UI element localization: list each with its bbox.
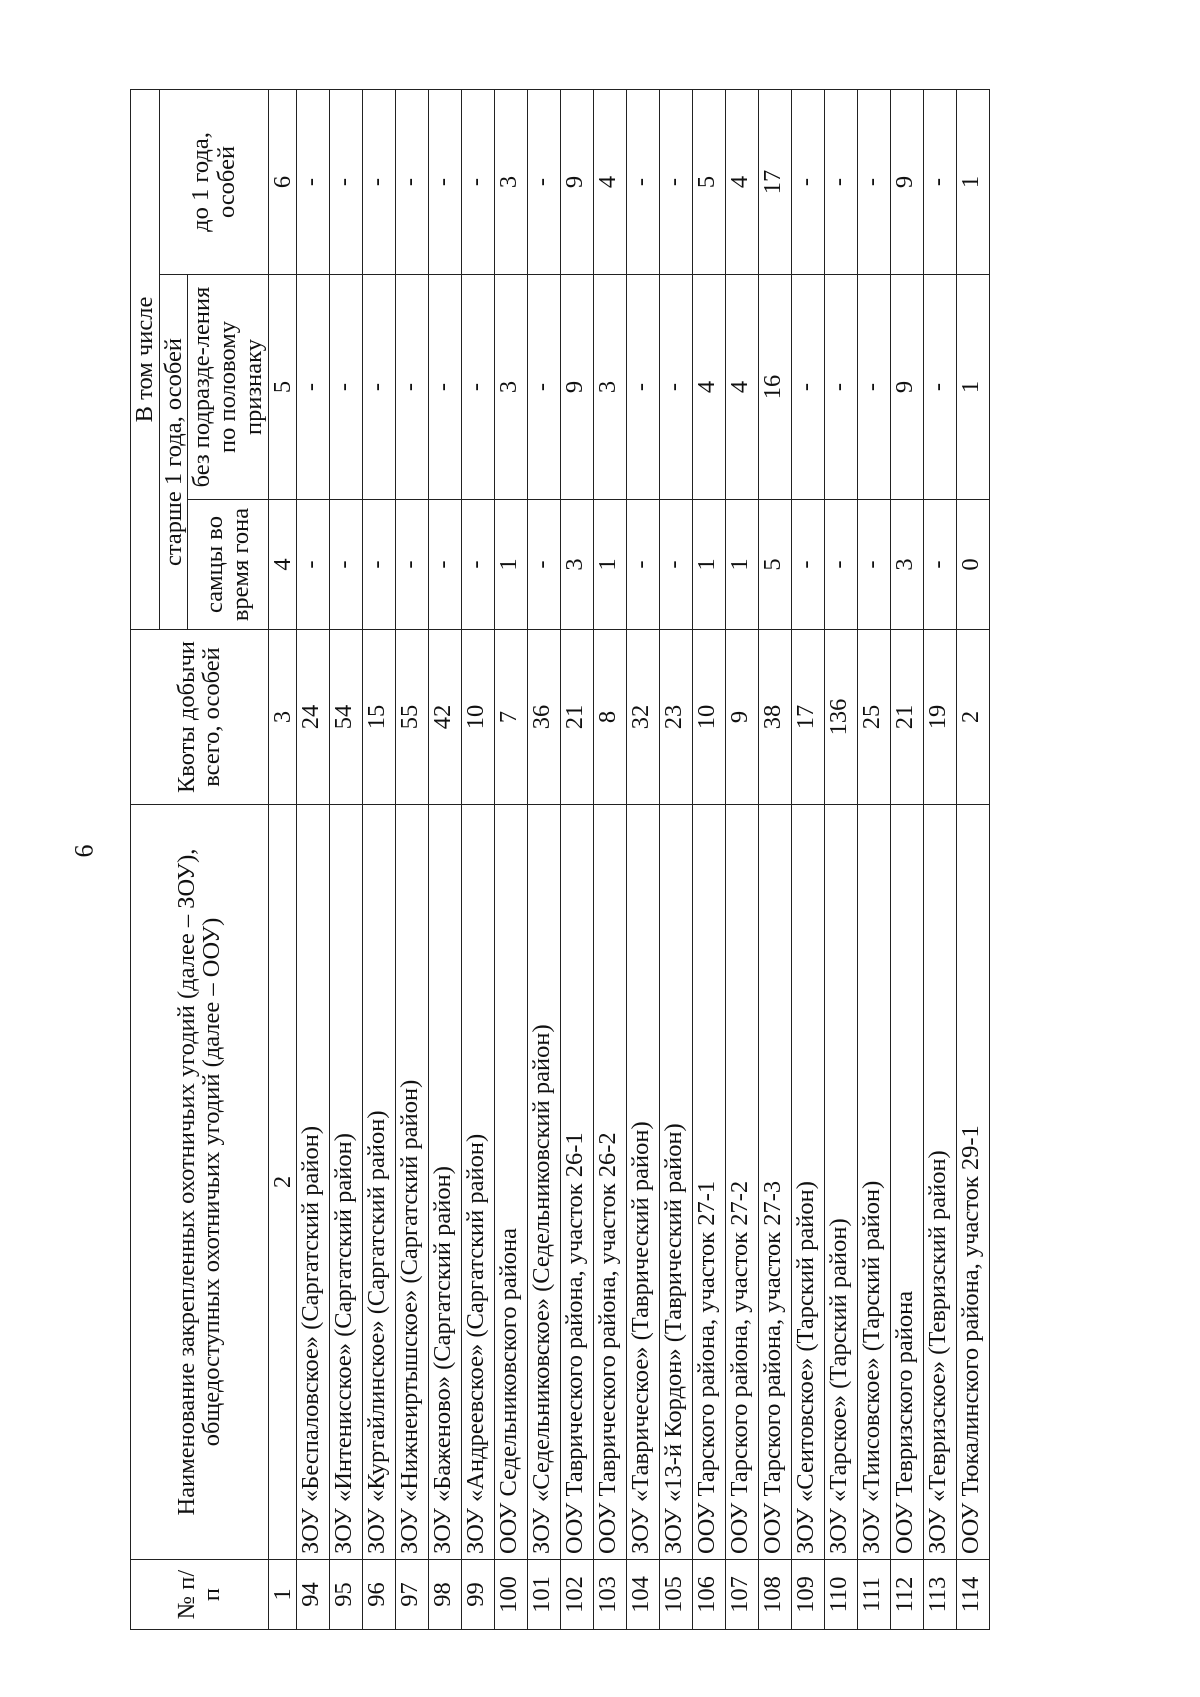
row-nosex: - — [825, 275, 858, 500]
row-young: 4 — [594, 89, 627, 274]
row-young: - — [462, 89, 495, 274]
table-row — [759, 89, 792, 1629]
row-males: - — [330, 500, 363, 630]
row-name: ЗОУ «Сеитовское» (Тарский район) — [792, 805, 825, 1560]
row-nosex: 3 — [495, 275, 528, 500]
col-num: 5 — [268, 275, 297, 500]
row-young: - — [363, 89, 396, 274]
col-num: 3 — [268, 630, 297, 805]
row-nosex: - — [627, 275, 660, 500]
row-name: ООУ Седельниковского района — [495, 805, 528, 1560]
row-no: 99 — [462, 1560, 495, 1630]
row-males: 1 — [726, 500, 759, 630]
row-males: - — [924, 500, 957, 630]
row-nosex: 16 — [759, 275, 792, 500]
header-incl: В том числе — [131, 89, 160, 629]
row-males: - — [363, 500, 396, 630]
row-males: - — [297, 500, 330, 630]
row-no: 106 — [693, 1560, 726, 1630]
row-no: 98 — [429, 1560, 462, 1630]
row-nosex: - — [924, 275, 957, 500]
row-no: 103 — [594, 1560, 627, 1630]
row-males: - — [660, 500, 693, 630]
row-name: ООУ Тевризского района — [891, 805, 924, 1560]
row-no: 97 — [396, 1560, 429, 1630]
row-young: 1 — [957, 89, 990, 274]
row-no: 114 — [957, 1560, 990, 1630]
row-name: ЗОУ «Андреевское» (Саргатский район) — [462, 805, 495, 1560]
row-nosex: 1 — [957, 275, 990, 500]
row-quota: 8 — [594, 630, 627, 805]
row-nosex: - — [528, 275, 561, 500]
row-males: 0 — [957, 500, 990, 630]
col-num: 2 — [268, 805, 297, 1560]
header-males: самцы во время гона — [188, 500, 268, 630]
row-no: 100 — [495, 1560, 528, 1630]
row-no: 96 — [363, 1560, 396, 1630]
row-quota: 23 — [660, 630, 693, 805]
table-row — [429, 89, 462, 1629]
row-young: - — [924, 89, 957, 274]
row-no: 95 — [330, 1560, 363, 1630]
row-name: ООУ Тюкалинского района, участок 29-1 — [957, 805, 990, 1560]
col-num: 6 — [268, 89, 297, 274]
row-nosex: 4 — [726, 275, 759, 500]
row-no: 105 — [660, 1560, 693, 1630]
row-name: ЗОУ «Тиисовское» (Тарский район) — [858, 805, 891, 1560]
quota-table — [130, 89, 990, 1630]
row-males: - — [627, 500, 660, 630]
header-name: Наименование закрепленных охотничьих угодий (далее – ЗОУ), общедоступных охотничьих угодий (далее – ООУ) — [131, 805, 269, 1560]
row-quota: 24 — [297, 630, 330, 805]
row-no: 109 — [792, 1560, 825, 1630]
row-quota: 136 — [825, 630, 858, 805]
row-quota: 7 — [495, 630, 528, 805]
row-name: ЗОУ «Беспаловское» (Саргатский район) — [297, 805, 330, 1560]
row-name: ЗОУ «Нижнеиртышское» (Саргатский район) — [396, 805, 429, 1560]
row-males: - — [792, 500, 825, 630]
row-quota: 32 — [627, 630, 660, 805]
col-num: 1 — [268, 1560, 297, 1630]
table-row — [957, 89, 990, 1629]
table-row — [891, 89, 924, 1629]
table-row — [924, 89, 957, 1629]
row-young: - — [660, 89, 693, 274]
row-young: - — [627, 89, 660, 274]
rotated-table-wrapper — [130, 90, 1045, 1630]
row-nosex: - — [429, 275, 462, 500]
column-number-row — [268, 89, 297, 1629]
table-row — [726, 89, 759, 1629]
row-no: 94 — [297, 1560, 330, 1630]
row-no: 107 — [726, 1560, 759, 1630]
row-name: ЗОУ «Куртайлинское» (Саргатский район) — [363, 805, 396, 1560]
header-quota: Квоты добычи всего, особей — [131, 630, 269, 805]
row-males: - — [462, 500, 495, 630]
row-no: 101 — [528, 1560, 561, 1630]
row-males: 5 — [759, 500, 792, 630]
row-nosex: - — [396, 275, 429, 500]
row-young: 9 — [891, 89, 924, 274]
row-males: 1 — [693, 500, 726, 630]
row-quota: 21 — [561, 630, 594, 805]
row-no: 113 — [924, 1560, 957, 1630]
row-no: 112 — [891, 1560, 924, 1630]
table-row — [396, 89, 429, 1629]
col-num: 4 — [268, 500, 297, 630]
row-name: ООУ Таврического района, участок 26-2 — [594, 805, 627, 1560]
row-no: 110 — [825, 1560, 858, 1630]
row-nosex: - — [660, 275, 693, 500]
row-quota: 10 — [693, 630, 726, 805]
table-row — [825, 89, 858, 1629]
row-quota: 2 — [957, 630, 990, 805]
header-no: № п/п — [131, 1560, 269, 1630]
row-no: 108 — [759, 1560, 792, 1630]
row-quota: 25 — [858, 630, 891, 805]
table-row — [462, 89, 495, 1629]
row-quota: 36 — [528, 630, 561, 805]
row-nosex: - — [462, 275, 495, 500]
row-nosex: - — [330, 275, 363, 500]
table-body — [297, 89, 990, 1629]
row-young: - — [825, 89, 858, 274]
row-name: ЗОУ «Тевризское» (Тевризский район) — [924, 805, 957, 1560]
table-row — [495, 89, 528, 1629]
row-no: 102 — [561, 1560, 594, 1630]
row-young: 3 — [495, 89, 528, 274]
row-young: - — [330, 89, 363, 274]
row-young: - — [396, 89, 429, 274]
row-males: 3 — [561, 500, 594, 630]
row-males: - — [528, 500, 561, 630]
header-nosex: без подразде-ления по половому признаку — [188, 275, 268, 500]
row-young: - — [528, 89, 561, 274]
table-row — [693, 89, 726, 1629]
row-nosex: - — [297, 275, 330, 500]
row-no: 104 — [627, 1560, 660, 1630]
row-nosex: - — [363, 275, 396, 500]
row-name: ЗОУ «Седельниковское» (Седельниковский район) — [528, 805, 561, 1560]
row-name: ЗОУ «Тарское» (Тарский район) — [825, 805, 858, 1560]
row-quota: 10 — [462, 630, 495, 805]
row-quota: 54 — [330, 630, 363, 805]
row-name: ООУ Тарского района, участок 27-3 — [759, 805, 792, 1560]
row-males: 1 — [594, 500, 627, 630]
row-quota: 38 — [759, 630, 792, 805]
row-young: 5 — [693, 89, 726, 274]
row-young: 17 — [759, 89, 792, 274]
page-number: 6 — [69, 844, 99, 858]
row-nosex: - — [858, 275, 891, 500]
table-row — [297, 89, 330, 1629]
row-males: - — [396, 500, 429, 630]
row-quota: 21 — [891, 630, 924, 805]
table-row — [660, 89, 693, 1629]
table-row — [330, 89, 363, 1629]
row-name: ЗОУ «13-й Кордон» (Таврический район) — [660, 805, 693, 1560]
row-name: ЗОУ «Баженово» (Саргатский район) — [429, 805, 462, 1560]
row-nosex: 3 — [594, 275, 627, 500]
row-young: - — [297, 89, 330, 274]
row-quota: 19 — [924, 630, 957, 805]
row-name: ООУ Таврического района, участок 26-1 — [561, 805, 594, 1560]
row-males: 1 — [495, 500, 528, 630]
row-name: ООУ Тарского района, участок 27-1 — [693, 805, 726, 1560]
row-males: 3 — [891, 500, 924, 630]
row-name: ЗОУ «Таврическое» (Таврический район) — [627, 805, 660, 1560]
row-quota: 42 — [429, 630, 462, 805]
table-row — [594, 89, 627, 1629]
row-name: ООУ Тарского района, участок 27-2 — [726, 805, 759, 1560]
table-row — [627, 89, 660, 1629]
row-young: 4 — [726, 89, 759, 274]
row-nosex: 4 — [693, 275, 726, 500]
row-name: ЗОУ «Интенисское» (Саргатский район) — [330, 805, 363, 1560]
table-row — [792, 89, 825, 1629]
table-row — [858, 89, 891, 1629]
row-quota: 9 — [726, 630, 759, 805]
row-young: - — [429, 89, 462, 274]
row-nosex: 9 — [891, 275, 924, 500]
row-young: - — [792, 89, 825, 274]
row-nosex: 9 — [561, 275, 594, 500]
row-no: 111 — [858, 1560, 891, 1630]
header-young: до 1 года, особей — [159, 89, 268, 274]
row-young: - — [858, 89, 891, 274]
table-row — [561, 89, 594, 1629]
row-males: - — [429, 500, 462, 630]
row-nosex: - — [792, 275, 825, 500]
row-quota: 15 — [363, 630, 396, 805]
row-males: - — [858, 500, 891, 630]
table-row — [528, 89, 561, 1629]
row-quota: 55 — [396, 630, 429, 805]
row-males: - — [825, 500, 858, 630]
row-quota: 17 — [792, 630, 825, 805]
table-row — [363, 89, 396, 1629]
header-older: старше 1 года, особей — [159, 275, 188, 630]
row-young: 9 — [561, 89, 594, 274]
